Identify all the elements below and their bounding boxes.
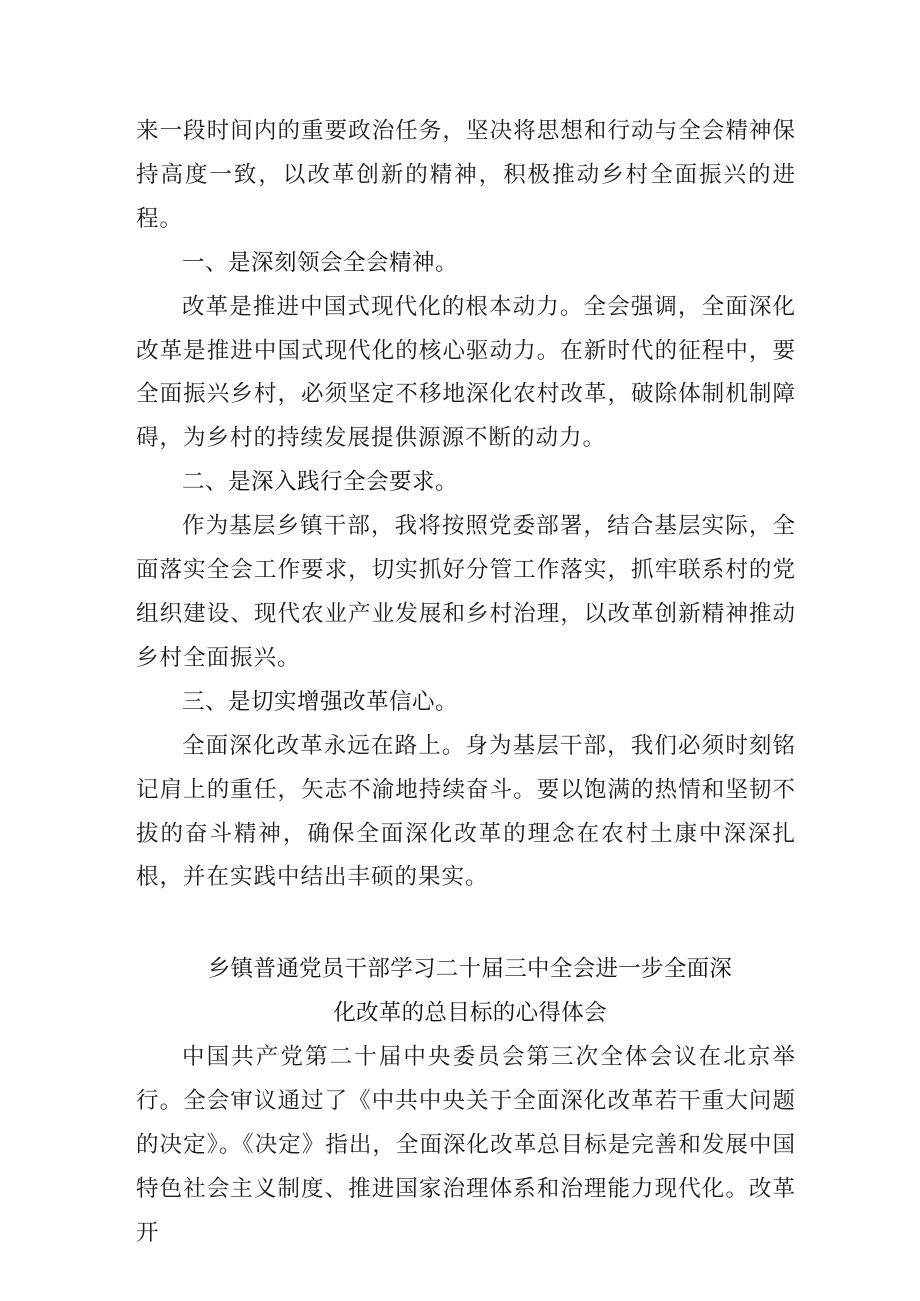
section-heading-2: 二、是深入践行全会要求。 [182,469,459,496]
section-heading-3: 三、是切实增强改革信心。 [182,688,459,715]
section-body-1: 改革是推进中国式现代化的根本动力。全会强调，全面深化改革是推进中国式现代化的核心驱动力。在新时代的征程中，要全面振兴乡村，必须坚定不移地深化农村改革，破除体制机制障碍，为乡村的持续发展提供源源不断的动力。 [136,293,796,452]
section-body-3: 全面深化改革永远在路上。身为基层干部，我们必须时刻铭记肩上的重任，矢志不渝地持续奋斗。要以饱满的热情和坚韧不拔的奋斗精神，确保全面深化改革的理念在农村土康中深深扎根，并在实践中结出丰硕的果实。 [136,732,796,891]
document-content [136,110,796,1256]
section-heading-1: 一、是深刻领会全会精神。 [182,249,459,276]
article-title-line-1: 乡镇普通党员干部学习二十届三中全会进一步全面深 [207,956,733,983]
article-separator [136,900,796,948]
article-body: 中国共产党第二十届中央委员会第三次全体会议在北京举行。全会审议通过了《中共中央关于全面深化改革若干重大问题的决定》。《决定》指出，全面深化改革总目标是完善和发展中国特色社会主义制度、推进国家治理体系和治理能力现代化。改革开 [136,1044,796,1246]
section-body-2: 作为基层乡镇干部，我将按照党委部署，结合基层实际，全面落实全会工作要求，切实抓好分管工作落实，抓牢联系村的党组织建设、现代农业产业发展和乡村治理，以改革创新精神推动乡村全面振兴。 [136,513,796,671]
continued-paragraph: 来一段时间内的重要政治任务，坚决将思想和行动与全会精神保持高度一致，以改革创新的精神，积极推动乡村全面振兴的进程。 [136,118,796,232]
article-title-line-2: 化改革的总目标的心得体会 [333,1000,607,1027]
